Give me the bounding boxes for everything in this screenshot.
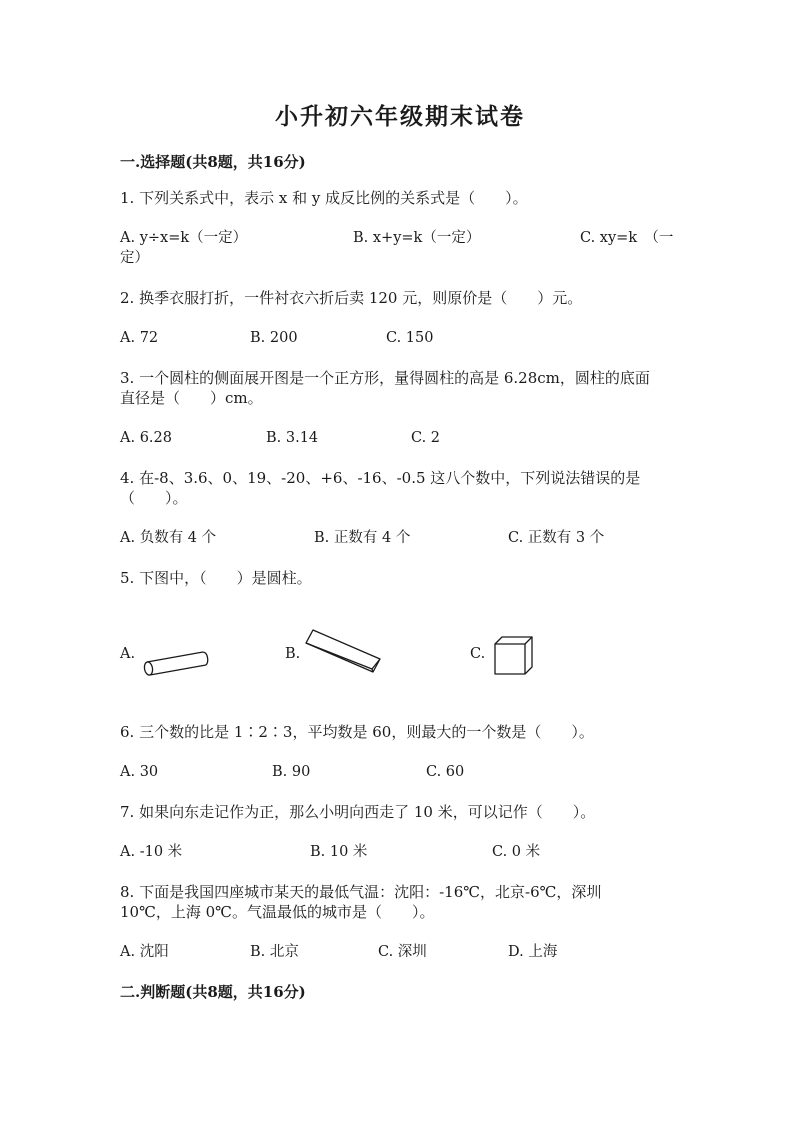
question-6-option-b: B. 90 (272, 764, 311, 780)
question-7-option-b: B. 10 米 (310, 844, 368, 860)
question-4-stem-line2: （ ）。 (120, 489, 188, 507)
section-heading-choice: 一.选择题(共8题，共16分) (120, 153, 306, 171)
question-1-option-c-wrap: 定） (120, 250, 149, 266)
question-2-option-c: C. 150 (386, 330, 434, 346)
page-title: 小升初六年级期末试卷 (275, 103, 525, 130)
cylinder-rod-figure (140, 648, 212, 680)
question-2-option-b: B. 200 (250, 330, 298, 346)
question-3-stem-line2: 直径是（ ）cm。 (120, 389, 263, 407)
question-3-stem-line1: 3. 一个圆柱的侧面展开图是一个正方形，量得圆柱的高是 6.28cm，圆柱的底面 (120, 369, 650, 387)
question-1-option-a: A. y÷x=k（一定） (120, 230, 248, 246)
question-2-option-a: A. 72 (120, 330, 159, 346)
section-heading-true-false: 二.判断题(共8题，共16分) (120, 983, 306, 1001)
question-3-option-b: B. 3.14 (266, 430, 319, 446)
question-8-option-d: D. 上海 (508, 944, 558, 960)
question-5-option-c: C. (470, 646, 486, 662)
question-8-option-c: C. 深圳 (378, 944, 427, 960)
question-4-option-a: A. 负数有 4 个 (120, 530, 217, 546)
question-3-option-c: C. 2 (411, 430, 441, 446)
question-1-option-c: C. xy=k （一 (580, 230, 674, 246)
question-4-stem-line1: 4. 在-8、3.6、0、19、-20、+6、-16、-0.5 这八个数中，下列说法错误的是 (120, 469, 641, 487)
cube-figure (493, 635, 535, 677)
question-5-stem: 5. 下图中，（ ）是圆柱。 (120, 569, 312, 587)
question-6-option-a: A. 30 (120, 764, 159, 780)
question-1-option-b: B. x+y=k（一定） (353, 230, 481, 246)
question-8-stem-line2: 10℃，上海 0℃。气温最低的城市是（ ）。 (120, 903, 435, 921)
question-6-stem: 6. 三个数的比是 1∶2∶3，平均数是 60，则最大的一个数是（ ）。 (120, 723, 594, 741)
question-5-option-b: B. (285, 646, 301, 662)
question-1-stem: 1. 下列关系式中，表示 x 和 y 成反比例的关系式是（ ）。 (120, 189, 528, 207)
question-8-option-b: B. 北京 (250, 944, 299, 960)
question-7-stem: 7. 如果向东走记作为正，那么小明向西走了 10 米，可以记作（ ）。 (120, 803, 596, 821)
question-3-option-a: A. 6.28 (120, 430, 172, 446)
triangular-prism-figure (303, 628, 383, 676)
question-7-option-a: A. -10 米 (120, 844, 183, 860)
question-6-option-c: C. 60 (426, 764, 465, 780)
question-7-option-c: C. 0 米 (492, 844, 541, 860)
question-2-stem: 2. 换季衣服打折，一件衬衣六折后卖 120 元，则原价是（ ）元。 (120, 289, 583, 307)
question-4-option-c: C. 正数有 3 个 (508, 530, 605, 546)
question-5-option-a: A. (120, 646, 136, 662)
question-8-stem-line1: 8. 下面是我国四座城市某天的最低气温：沈阳：-16℃，北京-6℃，深圳 (120, 883, 602, 901)
question-8-option-a: A. 沈阳 (120, 944, 169, 960)
question-4-option-b: B. 正数有 4 个 (314, 530, 411, 546)
